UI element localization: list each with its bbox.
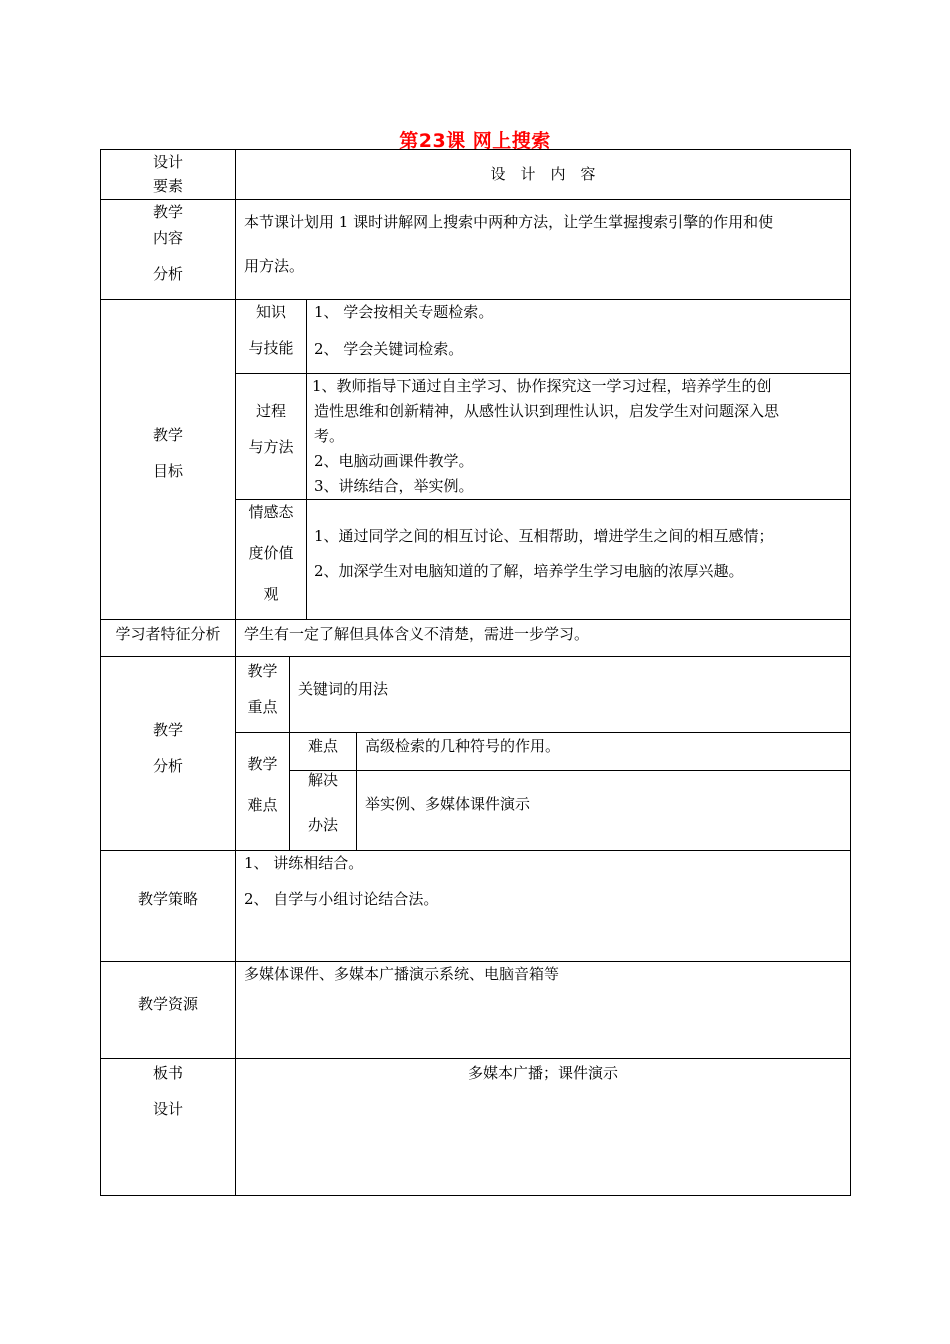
header-col1-line2: 要素 [152, 177, 183, 195]
knowledge-item-1: 1、 学会按相关专题检索。 [314, 303, 494, 321]
resources-label: 教学资源 [137, 995, 198, 1013]
difficulty-sub2-label-2: 办法 [307, 816, 338, 834]
learner-label: 学习者特征分析 [115, 625, 221, 643]
board-text: 多媒本广播；课件演示 [467, 1064, 618, 1082]
emotion-label-2: 度价值 [248, 544, 294, 562]
board-label-2: 设计 [152, 1100, 183, 1118]
analysis-label-2: 分析 [152, 757, 183, 775]
process-line-5: 3、讲练结合，举实例。 [314, 477, 474, 495]
emotion-item-1: 1、通过同学之间的相互讨论、互相帮助，增进学生之间的相互感情； [314, 527, 774, 545]
process-line-2: 造性思维和创新精神，从感性认识到理性认识，启发学生对问题深入思 [314, 402, 780, 420]
key-point-label-1: 教学 [247, 662, 278, 680]
process-label-2: 与方法 [248, 438, 294, 456]
difficulty-label-1: 教学 [247, 755, 278, 773]
objectives-label-2: 目标 [152, 462, 183, 480]
knowledge-label-2: 与技能 [248, 339, 294, 357]
process-line-4: 2、电脑动画课件教学。 [314, 452, 474, 470]
content-analysis-text-1: 本节课计划用 1 课时讲解网上搜索中两种方法，让学生掌握搜索引擎的作用和使 [244, 213, 774, 231]
difficulty-sub1-text: 高级检索的几种符号的作用。 [365, 737, 561, 755]
key-point-label-2: 重点 [247, 698, 278, 716]
resources-text: 多媒体课件、多媒本广播演示系统、电脑音箱等 [244, 965, 560, 983]
key-point-text: 关键词的用法 [298, 680, 389, 698]
process-label-cell [235, 373, 307, 500]
strategy-item-2: 2、 自学与小组讨论结合法。 [244, 890, 439, 908]
difficulty-sub1-label: 难点 [307, 737, 338, 755]
learner-text: 学生有一定了解但具体含义不清楚，需进一步学习。 [244, 625, 590, 643]
difficulty-sub2-text: 举实例、多媒体课件演示 [365, 795, 531, 813]
difficulty-label-cell [235, 732, 290, 851]
difficulty-sub2-label-1: 解决 [307, 771, 338, 789]
objectives-label-1: 教学 [152, 426, 183, 444]
process-label-1: 过程 [255, 402, 286, 420]
strategy-label: 教学策略 [137, 890, 198, 908]
content-analysis-label-2: 内容 [152, 229, 183, 247]
board-label-1: 板书 [152, 1064, 183, 1082]
emotion-item-2: 2、加深学生对电脑知道的了解，培养学生学习电脑的浓厚兴趣。 [314, 562, 744, 580]
knowledge-item-2: 2、 学会关键词检索。 [314, 340, 464, 358]
process-line-1: 1、教师指导下通过自主学习、协作探究这一学习过程，培养学生的创 [312, 377, 772, 395]
content-analysis-label-1: 教学 [152, 203, 183, 221]
difficulty-label-2: 难点 [247, 796, 278, 814]
content-analysis-label-3: 分析 [152, 265, 183, 283]
strategy-item-1: 1、 讲练相结合。 [244, 854, 364, 872]
page-title: 第23课 网上搜索 [399, 130, 551, 152]
emotion-label-1: 情感态 [248, 503, 294, 521]
objectives-label-cell [100, 299, 236, 620]
knowledge-label-1: 知识 [255, 303, 286, 321]
content-analysis-text-2: 用方法。 [244, 257, 305, 275]
header-col2-label: 设 计 内 容 [490, 165, 596, 183]
emotion-label-3: 观 [263, 585, 279, 603]
header-col1-line1: 设计 [152, 153, 183, 171]
analysis-label-1: 教学 [152, 721, 183, 739]
process-line-3: 考。 [314, 427, 345, 445]
analysis-label-cell [100, 656, 236, 851]
emotion-content-cell [306, 499, 851, 620]
